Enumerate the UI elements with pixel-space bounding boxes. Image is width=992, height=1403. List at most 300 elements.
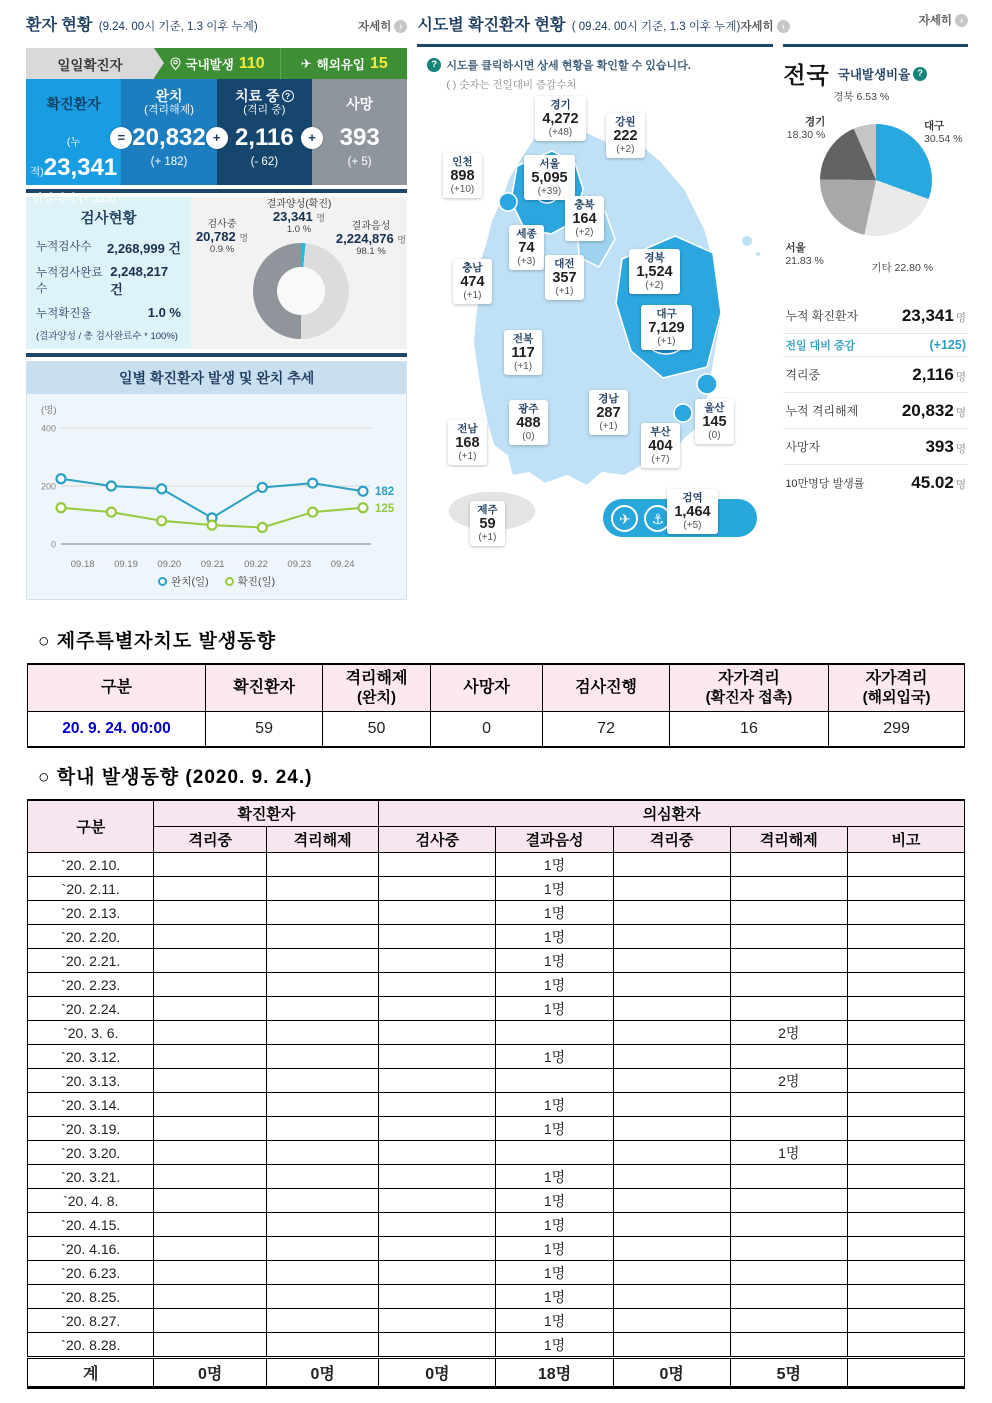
- patient-status-title: 환자 현황 (9.24. 00시 기준, 1.3 이후 누계): [26, 17, 258, 34]
- donut-label-positive: 결과양성(확진) 23,341 명 1.0 %: [266, 199, 332, 235]
- island-dot: [756, 252, 760, 256]
- card-in-treatment: 치료 중 ? (격리 중) 2,116 (- 62): [217, 79, 312, 185]
- table-cell: 1명: [496, 925, 613, 949]
- table-cell: [847, 853, 964, 877]
- x-tick-label: 09.20: [157, 559, 182, 570]
- col-header: 결과음성: [496, 827, 613, 853]
- table-cell: [266, 1189, 378, 1213]
- rate-formula-note: (결과양성 / 총 검사완료수 * 100%): [36, 331, 178, 342]
- table-cell: [266, 973, 378, 997]
- region-label-gyeonggi[interactable]: 경기 4,272 (+48): [535, 96, 585, 141]
- col-header: 검사중: [379, 827, 496, 853]
- table-cell: 1명: [496, 973, 613, 997]
- stat-row: [783, 429, 968, 465]
- stat-label: 전일 대비 증감: [785, 340, 856, 352]
- chevron-right-icon: ›: [394, 20, 407, 33]
- table-cell: [266, 925, 378, 949]
- treatment-total: 2,116: [234, 124, 294, 151]
- svg-text:125: 125: [375, 502, 395, 515]
- table-cell: 1명: [496, 853, 613, 877]
- table-cell: 1명: [496, 1165, 613, 1189]
- table-cell: 20. 9. 24. 00:00: [28, 712, 206, 748]
- table-cell: 1명: [496, 1093, 613, 1117]
- table-row: [28, 1165, 965, 1189]
- region-label-jeju[interactable]: 제주 59 (+1): [470, 501, 504, 546]
- table-cell: [730, 1117, 847, 1141]
- region-label-jeonbuk[interactable]: 전북 117 (+1): [504, 330, 541, 375]
- stat-row: [783, 298, 968, 334]
- table-cell: [154, 1189, 266, 1213]
- x-tick-label: 09.24: [330, 559, 355, 570]
- table-cell: `20. 2.23.: [28, 973, 154, 997]
- daily-breakdown-bar: [154, 48, 407, 79]
- busan-region[interactable]: [674, 404, 692, 422]
- table-cell: 18명: [496, 1358, 613, 1388]
- table-cell: [847, 1117, 964, 1141]
- region-label-daejeon[interactable]: 대전 357 (+1): [545, 255, 583, 300]
- test-result-donut-area: [191, 197, 407, 349]
- table-cell: [730, 1165, 847, 1189]
- table-row: [28, 1237, 965, 1261]
- table-cell: 1명: [496, 1117, 613, 1141]
- table-cell: [154, 973, 266, 997]
- stat-value: 45.02 명: [911, 472, 966, 492]
- table-cell: [266, 1021, 378, 1045]
- table-cell: [613, 1117, 730, 1141]
- test-status-summary: 검사현황 누적검사수 2,268,999 건 누적검사완료수 2,248,217 건 누적확진율 1.0 % (결과양성 / 총 검사완료수 * 100%): [26, 197, 191, 349]
- svg-text:182: 182: [375, 486, 395, 499]
- table-row: [28, 1093, 965, 1117]
- legend-marker: [158, 577, 167, 586]
- table-cell: [613, 1309, 730, 1333]
- table-row: [28, 901, 965, 925]
- y-axis-unit-label: (명): [41, 405, 57, 416]
- table-cell: [613, 1021, 730, 1045]
- table-cell: [613, 1261, 730, 1285]
- table-cell: [730, 1189, 847, 1213]
- table-cell: [266, 877, 378, 901]
- table-cell: [379, 853, 496, 877]
- table-cell: [266, 1069, 378, 1093]
- national-stats-list: [783, 298, 968, 500]
- daily-tabbar: [26, 48, 407, 79]
- table-cell: 1명: [496, 1213, 613, 1237]
- table-cell: [266, 1093, 378, 1117]
- region-label-sejong[interactable]: 세종 74 (+3): [509, 225, 543, 270]
- school-table: [27, 799, 965, 1389]
- table-cell: 1명: [496, 901, 613, 925]
- national-more-link[interactable]: 자세히 ›: [919, 12, 968, 28]
- table-cell: [613, 973, 730, 997]
- col-header: 격리중: [154, 827, 266, 853]
- table-cell: [379, 1213, 496, 1237]
- donut-label-negative: 결과음성 2,224,876 명 98.1 %: [335, 221, 407, 257]
- table-cell: [379, 1021, 496, 1045]
- region-map-panel: [417, 12, 785, 600]
- domestic-ratio-pie-chart: [820, 124, 932, 236]
- stat-value: 2,116 명: [912, 364, 966, 384]
- region-label-gyeongnam[interactable]: 경남 287 (+1): [589, 390, 627, 435]
- test-status-section: [26, 197, 407, 349]
- table-cell: [496, 1069, 613, 1093]
- stat-row: [783, 357, 968, 393]
- table-cell: [847, 997, 964, 1021]
- table-cell: [266, 1045, 378, 1069]
- region-label-chungnam[interactable]: 충남 474 (+1): [453, 259, 491, 304]
- stat-label: 10만명당 발생률: [785, 477, 865, 490]
- table-cell: [379, 1069, 496, 1093]
- table-cell: [847, 1141, 964, 1165]
- table-cell: [730, 997, 847, 1021]
- deaths-change: (+ 5): [347, 156, 372, 168]
- national-summary-panel: [783, 12, 968, 600]
- table-cell: [379, 949, 496, 973]
- table-cell: [379, 1165, 496, 1189]
- table-cell: `20. 3.21.: [28, 1165, 154, 1189]
- x-tick-label: 09.21: [200, 559, 225, 570]
- region-label-incheon[interactable]: 인천 898 (+10): [443, 153, 481, 198]
- table-cell: `20. 4. 8.: [28, 1189, 154, 1213]
- table-cell: [847, 949, 964, 973]
- domestic-cases: 국내발생 110: [154, 48, 280, 79]
- table-cell: [847, 1021, 964, 1045]
- table-cell: [379, 973, 496, 997]
- table-cell: `20. 3.19.: [28, 1117, 154, 1141]
- patient-status-more-link[interactable]: 자세히 ›: [358, 18, 407, 34]
- table-row: [28, 1285, 965, 1309]
- table-row: [28, 925, 965, 949]
- table-cell: [847, 1309, 964, 1333]
- table-cell: [730, 949, 847, 973]
- region-map-more-link[interactable]: 자세히 ›: [740, 18, 789, 34]
- table-cell: [847, 1189, 964, 1213]
- table-cell: [730, 1261, 847, 1285]
- pie-label-seoul: 서울 21.83 %: [785, 242, 824, 267]
- region-map-title: 시도별 확진환자 현황 ( 09.24. 00시 기준, 1.3 이후 누계): [417, 17, 741, 34]
- table-cell: [154, 1237, 266, 1261]
- region-label-daegu[interactable]: 대구 7,129 (+1): [641, 305, 691, 350]
- table-cell: 1명: [496, 1309, 613, 1333]
- col-header: 검사진행: [543, 664, 669, 712]
- region-label-busan[interactable]: 부산 404 (+7): [641, 423, 679, 468]
- col-header: 격리해제 (완치): [323, 664, 431, 712]
- table-cell: [613, 1141, 730, 1165]
- donut-label-testing: 검사중 20,782 명 0.9 %: [195, 219, 249, 255]
- jeju-section-title: ○ 제주특별자치도 발생동향: [38, 631, 276, 652]
- korea-map: [417, 51, 773, 566]
- table-cell: 1명: [496, 1237, 613, 1261]
- school-header-row-2: [28, 827, 965, 853]
- table-cell: [847, 901, 964, 925]
- table-cell: [266, 1213, 378, 1237]
- jeju-table: [27, 663, 965, 748]
- deaths-total: 393: [339, 124, 380, 151]
- region-label-jeonnam[interactable]: 전남 168 (+1): [448, 420, 486, 465]
- daily-trend-chart: [33, 416, 400, 559]
- pie-label-gyeongbuk: 경북 6.53 %: [833, 91, 890, 103]
- table-cell: [266, 949, 378, 973]
- table-cell: [496, 1021, 613, 1045]
- table-cell: [379, 1285, 496, 1309]
- table-cell: [379, 1261, 496, 1285]
- table-cell: [847, 1213, 964, 1237]
- table-cell: [266, 1285, 378, 1309]
- question-icon[interactable]: ?: [427, 58, 441, 72]
- stat-row: [783, 465, 968, 500]
- table-cell: [266, 901, 378, 925]
- domestic-ratio-pie-area: [783, 91, 968, 290]
- daily-trend-section: [26, 361, 407, 600]
- stat-label: 누적 격리해제: [785, 404, 859, 418]
- table-cell: 0명: [613, 1358, 730, 1388]
- table-cell: [730, 1045, 847, 1069]
- region-label-ulsan[interactable]: 울산 145 (0): [695, 399, 733, 444]
- positive-rate: 1.0 %: [147, 305, 181, 320]
- table-cell: `20. 4.15.: [28, 1213, 154, 1237]
- table-cell: 2명: [730, 1021, 847, 1045]
- table-cell: 1명: [496, 1189, 613, 1213]
- equals-operator: =: [110, 127, 132, 149]
- table-cell: 1명: [496, 1285, 613, 1309]
- stat-label: 격리중: [785, 368, 821, 382]
- ulsan-region[interactable]: [697, 374, 717, 394]
- table-row: [28, 973, 965, 997]
- x-tick-label: 09.22: [244, 559, 268, 570]
- stat-value: 393 명: [925, 436, 966, 456]
- table-cell: `20. 3.14.: [28, 1093, 154, 1117]
- region-label-quarantine[interactable]: 검역 1,464 (+5): [667, 489, 717, 534]
- table-cell: [613, 877, 730, 901]
- svg-text:400: 400: [40, 423, 56, 434]
- svg-text:0: 0: [50, 539, 56, 550]
- table-cell: [154, 1213, 266, 1237]
- region-label-gwangju[interactable]: 광주 488 (0): [509, 400, 547, 445]
- x-tick-label: 09.19: [114, 559, 138, 570]
- col-header: 구분: [28, 800, 154, 853]
- incheon-region[interactable]: [499, 193, 517, 211]
- table-cell: 0명: [379, 1358, 496, 1388]
- pie-label-gyeonggi: 경기 18.30 %: [786, 116, 826, 141]
- table-cell: [847, 1333, 964, 1358]
- patient-status-title-sub: (9.24. 00시 기준, 1.3 이후 누계): [98, 21, 258, 33]
- table-cell: [154, 1165, 266, 1189]
- table-cell: [613, 1213, 730, 1237]
- table-cell: [730, 877, 847, 901]
- region-label-seoul[interactable]: 서울 5,095 (+39): [524, 155, 574, 200]
- col-header: 격리해제: [266, 827, 378, 853]
- table-cell: [266, 1237, 378, 1261]
- table-cell: [847, 1093, 964, 1117]
- table-cell: [379, 877, 496, 901]
- table-cell: `20. 6.23.: [28, 1261, 154, 1285]
- table-cell: [379, 1189, 496, 1213]
- table-cell: `20. 8.25.: [28, 1285, 154, 1309]
- table-cell: `20. 2.20.: [28, 925, 154, 949]
- table-cell: [613, 1189, 730, 1213]
- table-cell: [379, 1117, 496, 1141]
- nation-label: 전국: [783, 62, 830, 88]
- table-cell: [730, 1237, 847, 1261]
- region-label-gyeongbuk[interactable]: 경북 1,524 (+2): [629, 249, 679, 294]
- table-cell: `20. 8.27.: [28, 1309, 154, 1333]
- table-cell: [730, 853, 847, 877]
- svg-text:200: 200: [40, 481, 56, 492]
- table-cell: [613, 997, 730, 1021]
- table-row: [28, 1333, 965, 1358]
- school-section-title: ○ 학내 발생동향 (2020. 9. 24.): [38, 767, 313, 788]
- airplane-icon: ✈: [300, 55, 312, 71]
- help-icon[interactable]: ?: [282, 90, 294, 102]
- table-cell: [379, 925, 496, 949]
- table-row: [28, 1213, 965, 1237]
- table-row: [28, 1045, 965, 1069]
- table-cell: 1명: [496, 1045, 613, 1069]
- legend-item: 확진(일): [225, 574, 275, 589]
- table-cell: [847, 973, 964, 997]
- col-header: 사망자: [430, 664, 542, 712]
- table-row: [28, 1261, 965, 1285]
- table-cell: `20. 4.16.: [28, 1237, 154, 1261]
- table-cell: `20. 8.28.: [28, 1333, 154, 1358]
- table-cell: 1명: [496, 997, 613, 1021]
- table-cell: 50: [323, 712, 431, 748]
- table-cell: 0: [430, 712, 542, 748]
- table-cell: [154, 949, 266, 973]
- table-row: [28, 997, 965, 1021]
- x-axis-labels: [33, 559, 400, 570]
- table-cell: 1명: [496, 877, 613, 901]
- table-row: [28, 712, 965, 748]
- table-cell: [266, 1165, 378, 1189]
- summary-cards: [26, 79, 407, 205]
- table-cell: `20. 2.13.: [28, 901, 154, 925]
- table-cell: [154, 1333, 266, 1358]
- table-row: [28, 1069, 965, 1093]
- question-icon[interactable]: ?: [913, 67, 927, 81]
- table-cell: [266, 1117, 378, 1141]
- table-cell: [266, 997, 378, 1021]
- table-cell: 5명: [730, 1358, 847, 1388]
- x-tick-label: 09.23: [287, 559, 312, 570]
- table-cell: [496, 1141, 613, 1165]
- table-cell: [847, 1069, 964, 1093]
- col-group-suspected: 의심환자: [379, 800, 965, 827]
- table-row: [28, 1117, 965, 1141]
- table-cell: 2명: [730, 1069, 847, 1093]
- table-cell: [613, 1165, 730, 1189]
- table-cell: 72: [543, 712, 669, 748]
- treatment-change: (- 62): [250, 156, 279, 168]
- table-cell: [847, 1261, 964, 1285]
- header-underline: [417, 44, 773, 47]
- tab-daily-confirmed[interactable]: 일일확진자: [26, 48, 154, 79]
- table-cell: [379, 1045, 496, 1069]
- recovered-change: (+ 182): [150, 156, 188, 168]
- stat-label: 사망자: [785, 440, 821, 454]
- table-cell: [379, 1309, 496, 1333]
- confirmed-change: 전일대비 (+ 125): [31, 193, 116, 205]
- table-cell: `20. 2.10.: [28, 853, 154, 877]
- legend-item: 완치(일): [158, 574, 208, 589]
- table-row: [28, 1141, 965, 1165]
- table-cell: [847, 925, 964, 949]
- table-cell: [847, 1285, 964, 1309]
- patient-status-panel: [26, 12, 407, 600]
- table-cell: 1명: [730, 1141, 847, 1165]
- table-cell: [379, 901, 496, 925]
- table-cell: 1명: [496, 1261, 613, 1285]
- table-cell: [154, 1285, 266, 1309]
- table-row: [28, 1309, 965, 1333]
- table-cell: [266, 1333, 378, 1358]
- col-header: 자가격리 (해외입국): [829, 664, 965, 712]
- table-cell: [730, 1285, 847, 1309]
- table-cell: [730, 901, 847, 925]
- table-cell: [154, 997, 266, 1021]
- table-cell: [379, 1333, 496, 1358]
- cumulative-prefix: (누적): [30, 136, 81, 178]
- table-cell: 0명: [266, 1358, 378, 1388]
- region-label-gangwon[interactable]: 강원 222 (+2): [606, 113, 644, 158]
- table-cell: [847, 1165, 964, 1189]
- region-label-chungbuk[interactable]: 충북 164 (+2): [565, 196, 603, 241]
- table-cell: `20. 2.21.: [28, 949, 154, 973]
- table-cell: [613, 1093, 730, 1117]
- table-cell: [154, 1117, 266, 1141]
- stat-row: [783, 393, 968, 429]
- recovered-total: 20,832: [132, 124, 206, 151]
- table-cell: [154, 1261, 266, 1285]
- stat-value: (+125): [929, 338, 966, 352]
- table-cell: [154, 1093, 266, 1117]
- table-cell: [613, 1333, 730, 1358]
- table-cell: [379, 1237, 496, 1261]
- table-cell: [613, 1237, 730, 1261]
- chevron-right-icon: ›: [777, 20, 790, 33]
- table-cell: [379, 997, 496, 1021]
- x-tick-label: 09.18: [70, 559, 95, 570]
- table-cell: [847, 1045, 964, 1069]
- school-header-row-1: [28, 800, 965, 827]
- plus-operator: +: [301, 127, 323, 149]
- table-cell: [730, 1309, 847, 1333]
- table-cell: [266, 853, 378, 877]
- table-row: [28, 949, 965, 973]
- stat-label: 누적 확진환자: [785, 309, 859, 323]
- table-cell: [730, 1213, 847, 1237]
- imported-count: 15: [369, 54, 388, 72]
- table-cell: `20. 2.11.: [28, 877, 154, 901]
- card-deaths: 사망 393 (+ 5): [312, 79, 407, 185]
- map-notice: ? 시도를 클릭하시면 상세 현황을 확인할 수 있습니다. ( ) 숫자는 전일대비 증감수치: [427, 57, 691, 92]
- domestic-ratio-label: 국내발생비율 ?: [838, 65, 927, 83]
- table-cell: [613, 853, 730, 877]
- table-cell: [154, 901, 266, 925]
- table-cell: `20. 3.12.: [28, 1045, 154, 1069]
- table-cell: [266, 1309, 378, 1333]
- pie-label-daegu: 대구 30.54 %: [924, 120, 963, 145]
- table-cell: [730, 1333, 847, 1358]
- table-cell: [154, 1045, 266, 1069]
- table-row: [28, 1189, 965, 1213]
- col-group-confirmed: 확진환자: [154, 800, 379, 827]
- card-recovered: 완치 (격리해제) 20,832 (+ 182): [121, 79, 216, 185]
- island-dot: [742, 236, 752, 246]
- table-cell: [154, 1309, 266, 1333]
- table-row: [28, 1021, 965, 1045]
- dashboard: [0, 0, 992, 610]
- table-cell: [266, 1261, 378, 1285]
